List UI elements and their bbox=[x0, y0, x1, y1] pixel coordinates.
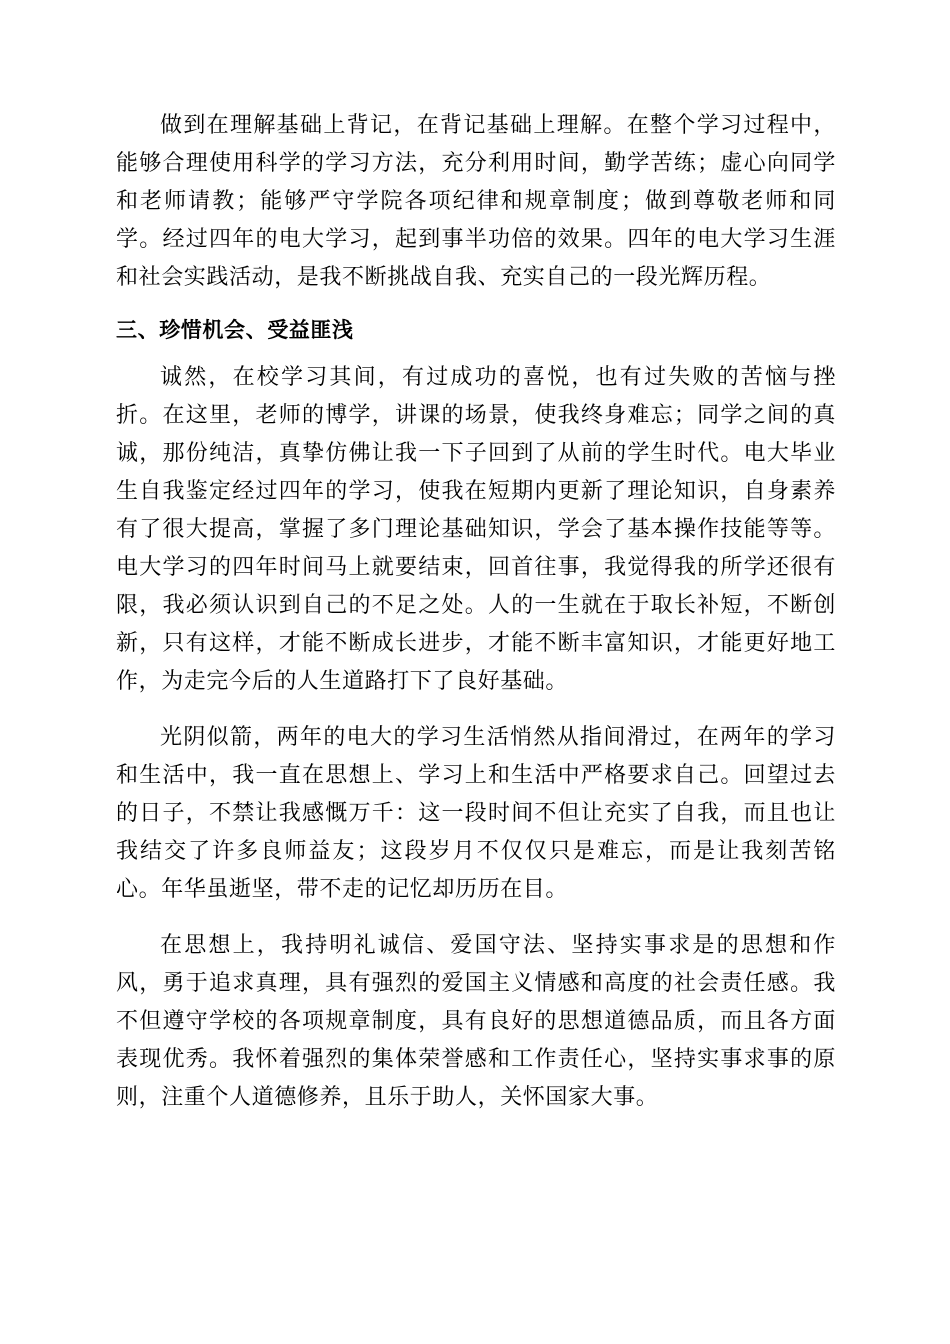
spacer bbox=[116, 701, 836, 719]
paragraph-ideology: 在思想上，我持明礼诚信、爱国守法、坚持实事求是的思想和作风，勇于追求真理，具有强烈的爱国主义情感和高度的社会责任感。我不但遵守学校的各项规章制度，具有良好的思想道德品质，而且各方面表现优秀。我怀着强烈的集体荣誉感和工作责任心，坚持实事求事的原则，注重个人道德修养，且乐于助人，关怀国家大事。 bbox=[116, 933, 836, 1110]
paragraph-time-flies: 光阴似箭，两年的电大的学习生活悄然从指间滑过，在两年的学习和生活中，我一直在思想上、学习上和生活中严格要求自己。回望过去的日子，不禁让我感慨万千：这一段时间不但让充实了自我，而且也让我结交了许多良师益友；这段岁月不仅仅只是难忘，而是让我刻苦铭心。年华虽逝坚，带不走的记忆却历历在目。 bbox=[116, 725, 836, 902]
paragraph-campus-life: 诚然，在校学习其间，有过成功的喜悦，也有过失败的苦恼与挫折。在这里，老师的博学，讲课的场景，使我终身难忘；同学之间的真诚，那份纯洁，真挚仿佛让我一下子回到了从前的学生时代。电大毕业生自我鉴定经过四年的学习，使我在短期内更新了理论知识，自身素养有了很大提高，掌握了多门理论基础知识，学会了基本操作技能等等。电大学习的四年时间马上就要结束，回首往事，我觉得我的所学还很有限，我必须认识到自己的不足之处。人的一生就在于取长补短，不断创新，只有这样，才能不断成长进步，才能不断丰富知识，才能更好地工作，为走完今后的人生道路打下了良好基础。 bbox=[116, 365, 836, 694]
section-heading: 三、珍惜机会、受益匪浅 bbox=[116, 318, 354, 342]
spacer bbox=[116, 297, 836, 311]
spacer bbox=[116, 909, 836, 927]
document-page bbox=[116, 107, 836, 1117]
spacer bbox=[116, 349, 836, 359]
paragraph-study-methods: 做到在理解基础上背记，在背记基础上理解。在整个学习过程中，能够合理使用科学的学习方法，充分利用时间，勤学苦练；虚心向同学和老师请教；能够严守学院各项纪律和规章制度；做到尊敬老师和同学。经过四年的电大学习，起到事半功倍的效果。四年的电大学习生涯和社会实践活动，是我不断挑战自我、充实自己的一段光辉历程。 bbox=[116, 113, 836, 290]
